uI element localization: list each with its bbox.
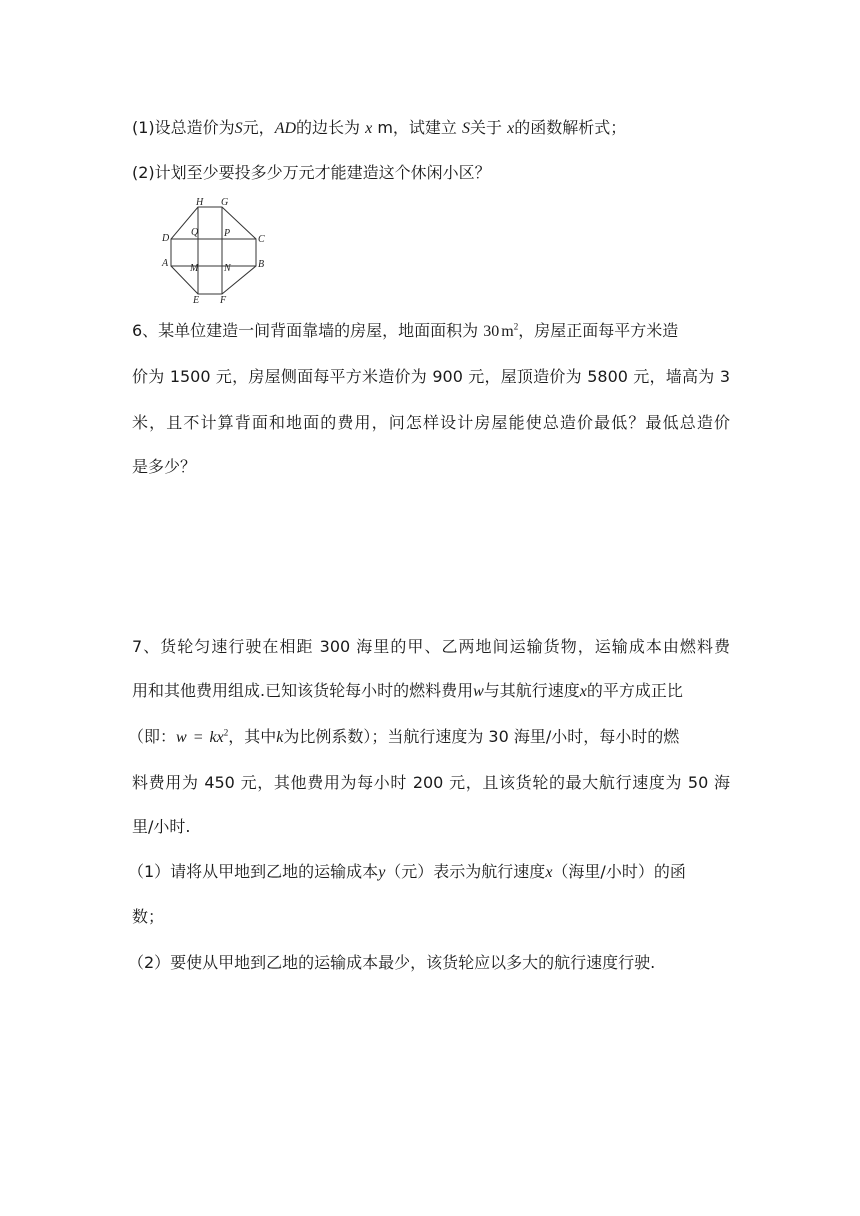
q5-part1-text-b: 元， bbox=[242, 118, 275, 137]
q6-area-unit: m bbox=[501, 323, 514, 340]
q7-line3-text-a: （即： bbox=[128, 727, 177, 746]
q6-line1 bbox=[132, 321, 678, 342]
q7-line2 bbox=[132, 681, 683, 702]
var-x-speed: x bbox=[579, 683, 587, 700]
var-x-2: x bbox=[507, 120, 515, 137]
label-H: H bbox=[196, 197, 204, 208]
q5-part1-text-f: 的函数解析式； bbox=[514, 118, 627, 137]
q7-line3 bbox=[128, 727, 679, 748]
label-E: E bbox=[193, 295, 200, 306]
var-w: w bbox=[473, 683, 484, 700]
label-N: N bbox=[224, 263, 231, 274]
q5-part1-text-d: m，试建立 bbox=[377, 118, 457, 137]
q7-line3-text-b: ，其中 bbox=[228, 727, 277, 746]
octagon-figure bbox=[160, 196, 272, 306]
q5-part1-text-c: 的边长为 bbox=[296, 118, 361, 137]
label-Q: Q bbox=[191, 227, 199, 238]
q7-part1-text-b: （元）表示为航行速度 bbox=[385, 862, 546, 881]
q5-part2: (2)计划至少要投多少万元才能建造这个休闲小区？ bbox=[132, 163, 491, 182]
octagon-outline bbox=[171, 207, 256, 294]
var-S-2: S bbox=[462, 120, 471, 137]
label-B: B bbox=[258, 259, 265, 270]
label-F: F bbox=[220, 295, 227, 306]
q6-area-number: 30 bbox=[483, 323, 500, 340]
formula-w-kx2: w = kx bbox=[176, 729, 224, 746]
var-S: S bbox=[234, 120, 243, 137]
var-x: x bbox=[365, 120, 373, 137]
label-P: P bbox=[224, 228, 231, 239]
label-G: G bbox=[221, 197, 229, 208]
q7-line2-text-c: 的平方成正比 bbox=[586, 681, 683, 700]
q5-part1-text-e: 关于 bbox=[470, 118, 503, 137]
var-k: k bbox=[276, 729, 284, 746]
q6-area-exponent: 2 bbox=[513, 321, 519, 332]
var-AD: AD bbox=[274, 120, 297, 137]
q6-line3: 米，且不计算背面和地面的费用，问怎样设计房屋能使总造价最低？最低总造价 bbox=[132, 413, 730, 432]
label-C: C bbox=[258, 234, 265, 245]
q6-line2: 价为 1500 元，房屋侧面每平方米造价为 900 元，屋顶造价为 5800 元，墙高为 3 bbox=[132, 367, 730, 386]
q7-line2-text-b: 与其航行速度 bbox=[483, 681, 580, 700]
var-x-part1: x bbox=[545, 864, 553, 881]
q7-part1-text-a: （1）请将从甲地到乙地的运输成本 bbox=[128, 862, 379, 881]
var-y: y bbox=[378, 864, 386, 881]
label-M: M bbox=[190, 263, 199, 274]
q6-line1-text-a: 6、某单位建造一间背面靠墙的房屋，地面面积为 bbox=[132, 321, 479, 340]
q6-line1-text-b: ，房屋正面每平方米造 bbox=[518, 321, 679, 340]
q7-line3-text-c: 为比例系数）；当航行速度为 30 海里/小时，每小时的燃 bbox=[283, 727, 680, 746]
q6-line4: 是多少？ bbox=[132, 457, 197, 476]
formula-exponent: 2 bbox=[223, 727, 229, 738]
q7-part1-cont: 数； bbox=[132, 907, 165, 926]
q7-line1: 7、货轮匀速行驶在相距 300 海里的甲、乙两地间运输货物，运输成本由燃料费 bbox=[132, 637, 730, 656]
q7-part2: （2）要使从甲地到乙地的运输成本最少，该货轮应以多大的航行速度行驶. bbox=[128, 953, 656, 972]
label-A: A bbox=[162, 258, 169, 269]
q7-line4: 料费用为 450 元，其他费用为每小时 200 元，且该货轮的最大航行速度为 50 海 bbox=[132, 773, 730, 792]
label-D: D bbox=[162, 233, 170, 244]
q7-part1-text-c: （海里/小时）的函 bbox=[552, 862, 686, 881]
q7-part1 bbox=[128, 862, 686, 883]
q7-line5: 里/小时. bbox=[132, 817, 191, 836]
q5-part1 bbox=[132, 118, 626, 139]
q5-part1-text-a: (1)设总造价为 bbox=[132, 118, 235, 137]
q7-line2-text-a: 用和其他费用组成.已知该货轮每小时的燃料费用 bbox=[132, 681, 474, 700]
